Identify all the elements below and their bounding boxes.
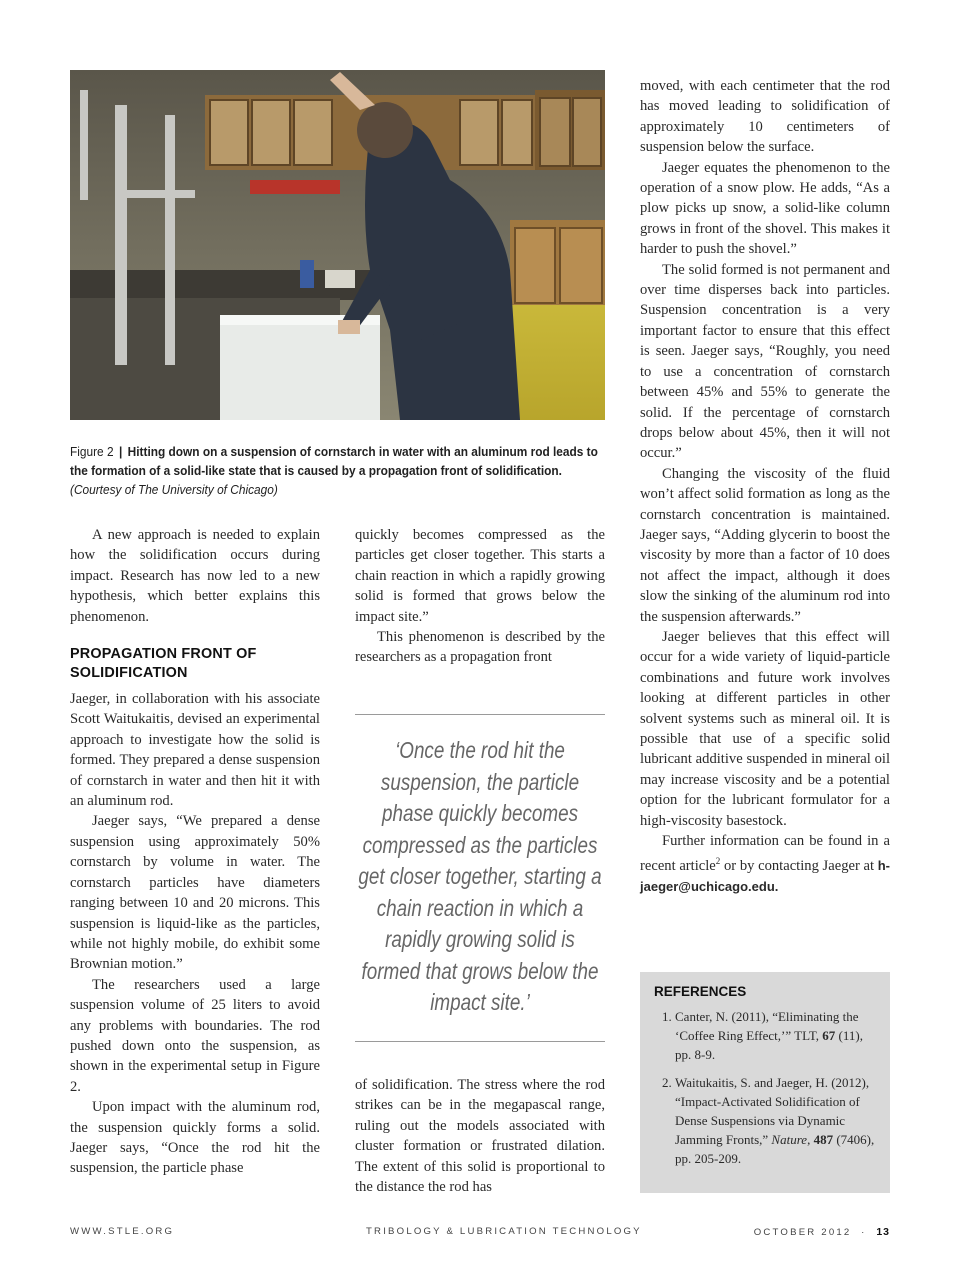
reference-item (675, 1007, 876, 1064)
intro-paragraph: A new approach is needed to explain how the solidification occurs during impact. Research has now led to a new hypothesis, which better explains this phenomenon. (70, 527, 320, 625)
footer-publication: TRIBOLOGY & LUBRICATION TECHNOLOGY (366, 1226, 642, 1237)
references-box (640, 972, 890, 1193)
body-paragraph: This phenomenon is described by the researchers as a propagation front (355, 629, 605, 666)
figure-caption (70, 442, 605, 499)
reference-item: 2. Waitukaitis, S. and Jaeger, H. (2012), “Impact-Activated Solidification of Dense Suspensions via Dynamic Jamming Fronts,” Nature, 487 (7406), pp. 205-209. (675, 1073, 876, 1168)
body-paragraph: Jaeger equates the phenomenon to the operation of a snow plow. He adds, “As a plow picks up snow, a solid-like column grows in front of the shovel. This makes it harder to push the shovel.” (640, 159, 890, 258)
footer-issue-page (754, 1226, 890, 1238)
lab-photo-illustration (70, 70, 605, 420)
footer-website[interactable]: WWW.STLE.ORG (70, 1226, 175, 1237)
lab-photo (70, 70, 605, 420)
footer-separator: · (861, 1227, 867, 1238)
email-link[interactable]: h-jaeger@uchicago.edu. (640, 858, 891, 894)
caption-separator: | (118, 444, 123, 459)
middle-column-bottom (355, 1075, 605, 1197)
page-number: 13 (876, 1226, 890, 1238)
body-paragraph: of solidification. The stress where the rod strikes can be in the megapascal range, ruling out the models associated with cluster formation or frustrated dilation. The extent of this solid is proportional to the distance the rod has (355, 1077, 605, 1196)
section-heading: PROPAGATION FRONT OF SOLIDIFICATION (70, 646, 257, 682)
body-paragraph: Changing the viscosity of the fluid won’t affect solid formation as long as the cornstarch concentration is maintained. Jaeger says, “Adding glycerin to boost the viscosity by more than a factor of 10 does not affect the impact, although it does slow the sinking of the aluminum rod into the suspension afterwards.” (640, 465, 890, 625)
body-paragraph: quickly becomes compressed as the particles get closer together. This starts a chain reaction in which a rapidly growing solid is formed that grows below the impact site.” (355, 527, 605, 625)
pull-quote-text: ‘Once the rod hit the suspension, the particle phase quickly becomes compressed as the particles get closer together, starting a chain reaction in which a rapidly growing solid is formed that grows below the impact site.’ (358, 737, 602, 1015)
reference-superscript: 2 (715, 856, 721, 867)
body-paragraph: Jaeger believes that this effect will occur for a wide variety of liquid-particle combinations and future work involves looking at different particles in other solvent systems such as mineral oil. It is possible that use of a specific solid lubricant additive suspended in mineral oil may increase viscosity and be a potential option for the lubricant formulator for a high-viscosity basestock. (640, 628, 890, 829)
body-paragraph: Jaeger says, “We prepared a dense suspension using approximately 50% cornstarch by volume in water. The cornstarch particles have diameters ranging between 10 and 20 microns. This suspension is liquid-like as the particles, while not highly mobile, do exhibit some Brownian motion.” (70, 813, 320, 973)
references-title: REFERENCES (654, 984, 747, 999)
body-paragraph: moved, with each centimeter that the rod has moved leading to solidification of approximately 10 centimeters of suspension below the surface. (640, 78, 890, 156)
contact-text-2: or by contacting Jaeger at (720, 858, 878, 875)
references-list (640, 1007, 890, 1168)
reference-volume: 487 (813, 1132, 834, 1147)
body-paragraph: The solid formed is not permanent and over time disperses back into particles. Suspension concentration is a very important factor to ensure that this effect is seen. Jaeger says, “Roughly, you need to use a concentration of cornstarch between 45% and 55% to generate the solid. If the percentage of cornstarch drops below about 45%, then it will not occur.” (640, 261, 890, 462)
body-paragraph: Upon impact with the aluminum rod, the suspension quickly forms a solid. Jaeger says, “Once the rod hit the suspension, the particle phase (70, 1099, 320, 1177)
photo-credit: (Courtesy of The University of Chicago) (70, 482, 278, 497)
pull-quote (355, 714, 605, 1042)
caption-text: Hitting down on a suspension of cornstarch in water with an aluminum rod leads to the formation of a solid-like state that is caused by a propagation front of solidification. (70, 444, 598, 478)
reference-text: Canter, N. (2011), “Eliminating the ‘Coffee Ring Effect,’” TLT, (675, 1009, 859, 1043)
contact-text: Further information can be found in a recent article (640, 833, 890, 875)
left-column (70, 525, 320, 1179)
reference-pages: (7406), pp. 205-209. (675, 1132, 875, 1166)
middle-column-top (355, 525, 605, 668)
reference-journal: Nature (771, 1132, 808, 1147)
figure-label: Figure 2 (70, 444, 114, 459)
footer-issue: OCTOBER 2012 (753, 1227, 852, 1238)
reference-volume: 67 (822, 1028, 836, 1043)
body-paragraph: The researchers used a large suspension volume of 25 liters to avoid any problems with boundaries. The rod pushed down onto the suspension, as shown in the experimental setup in Figure 2. (70, 976, 320, 1095)
right-column (640, 76, 890, 897)
contact-paragraph (640, 831, 890, 897)
reference-pages: (11), pp. 8-9. (675, 1028, 863, 1062)
reference-text: Waitukaitis, S. and Jaeger, H. (2012), “Impact-Activated Solidification of Dense Suspensions via Dynamic Jamming Fronts,” (675, 1075, 870, 1147)
body-paragraph: Jaeger, in collaboration with his associate Scott Waitukaitis, devised an experimental approach to investigate how the solid is formed. They prepared a dense suspension of cornstarch in water and then hit it with an aluminum rod. (70, 691, 320, 810)
